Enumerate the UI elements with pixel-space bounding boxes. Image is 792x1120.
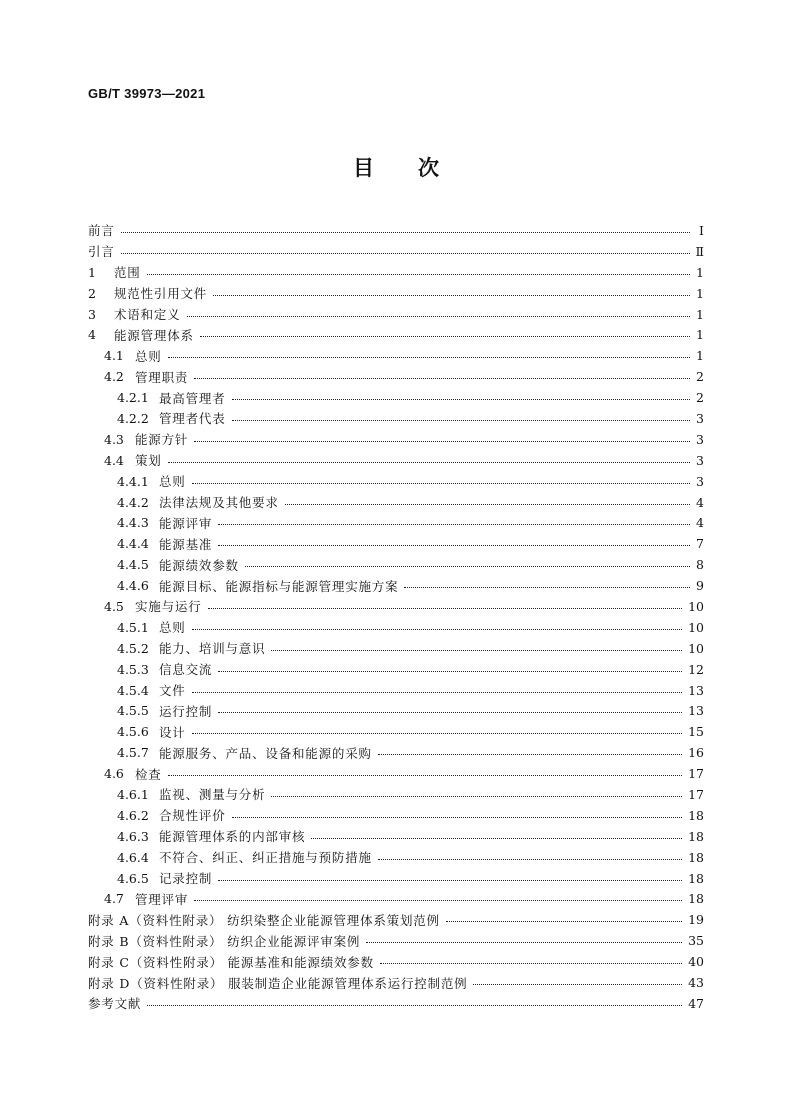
page-title: 目次 [353, 155, 483, 180]
toc-entry[interactable] [88, 638, 704, 659]
toc-entry-page: 1 [696, 306, 704, 322]
dot-leader [378, 847, 682, 860]
toc-entry-page: 2 [696, 390, 704, 406]
toc-entry[interactable] [88, 993, 704, 1014]
toc-entry-number: 4.2.2 [117, 410, 149, 426]
toc-entry-label: 能源管理体系的内部审核 [159, 829, 306, 845]
toc-entry-label: 能源基准 [159, 536, 213, 552]
toc-entry-label: 附录 A（资料性附录） 纺织染整企业能源管理体系策划范例 [88, 912, 440, 928]
toc-entry-number: 4.3 [104, 431, 124, 447]
toc-entry-number: 4.4.1 [117, 473, 149, 489]
toc-entry-label: 附录 B（资料性附录） 纺织企业能源评审案例 [88, 933, 361, 949]
dot-leader [121, 220, 690, 233]
toc-entry-number: 4.5.4 [117, 682, 149, 698]
toc-entry-page: 18 [688, 870, 704, 886]
toc-entry-label: 能源管理体系 [114, 327, 194, 343]
toc-entry[interactable] [88, 450, 704, 471]
toc-entry-label: 管理职责 [135, 369, 189, 385]
toc-entry-page: 4 [696, 515, 704, 531]
dot-leader [192, 471, 690, 484]
toc-entry-number: 4.5 [104, 598, 124, 614]
dot-leader [311, 826, 682, 839]
toc-entry-number: 4 [88, 327, 96, 343]
toc-entry-label: 总则 [159, 474, 186, 490]
toc-entry-page: 16 [688, 745, 704, 761]
table-of-contents [88, 220, 704, 1014]
dot-leader [232, 408, 690, 421]
toc-entry-label: 引言 [88, 244, 115, 260]
toc-entry-label: 记录控制 [159, 871, 213, 887]
toc-entry-number: 4.5.5 [117, 703, 149, 719]
dot-leader [285, 492, 690, 505]
toc-entry-number: 4.4.2 [117, 494, 149, 510]
dot-leader [192, 617, 682, 630]
toc-entry-page: 47 [688, 995, 704, 1011]
toc-entry[interactable] [88, 471, 704, 492]
toc-entry-page: 1 [696, 285, 704, 301]
toc-entry-page: 1 [696, 264, 704, 280]
toc-entry-page: Ⅱ [695, 243, 704, 259]
dot-leader [218, 659, 682, 672]
toc-entry[interactable] [88, 512, 704, 533]
toc-entry-number: 4.4.3 [117, 515, 149, 531]
dot-leader [194, 366, 690, 379]
toc-entry-label: 监视、测量与分析 [159, 787, 266, 803]
toc-entry-number: 4.5.6 [117, 724, 149, 740]
toc-entry[interactable] [88, 909, 704, 930]
toc-entry[interactable] [88, 930, 704, 951]
toc-entry-number: 4.6 [104, 766, 124, 782]
toc-entry[interactable] [88, 972, 704, 993]
toc-entry-number: 4.5.2 [117, 640, 149, 656]
dot-leader [218, 512, 690, 525]
dot-leader [218, 700, 682, 713]
toc-entry[interactable] [88, 429, 704, 450]
toc-entry-label: 最高管理者 [159, 390, 226, 406]
toc-entry[interactable] [88, 387, 704, 408]
toc-entry[interactable] [88, 826, 704, 847]
toc-entry-number: 4.2.1 [117, 390, 149, 406]
toc-entry[interactable] [88, 533, 704, 554]
toc-entry-page: 10 [688, 598, 704, 614]
dot-leader [168, 763, 682, 776]
toc-entry-page: 18 [688, 807, 704, 823]
toc-entry[interactable] [88, 283, 704, 304]
toc-entry-number: 4.4.6 [117, 578, 149, 594]
toc-entry-label: 文件 [159, 683, 186, 699]
toc-entry-page: 9 [696, 578, 704, 594]
toc-entry-label: 管理评审 [135, 891, 189, 907]
toc-entry-page: 3 [696, 452, 704, 468]
toc-entry-page: 18 [688, 891, 704, 907]
toc-entry-label: 前言 [88, 223, 115, 239]
toc-entry-number: 4.5.3 [117, 661, 149, 677]
toc-entry[interactable] [88, 951, 704, 972]
toc-entry-page: 1 [696, 348, 704, 364]
toc-entry-label: 不符合、纠正、纠正措施与预防措施 [159, 850, 372, 866]
dot-leader [232, 805, 683, 818]
toc-entry-page: 7 [696, 536, 704, 552]
dot-leader [232, 387, 690, 400]
dot-leader [271, 784, 682, 797]
dot-leader [218, 868, 682, 881]
toc-entry-page: 3 [696, 410, 704, 426]
toc-entry-page: 8 [696, 557, 704, 573]
toc-entry-label: 附录 C（资料性附录） 能源基准和能源绩效参数 [88, 954, 374, 970]
dot-leader [218, 533, 690, 546]
toc-entry-label: 能源目标、能源指标与能源管理实施方案 [159, 578, 399, 594]
toc-entry-page: 18 [688, 828, 704, 844]
toc-entry-label: 管理者代表 [159, 411, 226, 427]
toc-entry[interactable] [88, 700, 704, 721]
toc-entry-page: 3 [696, 473, 704, 489]
toc-entry-label: 合规性评价 [159, 808, 226, 824]
toc-entry-label: 附录 D（资料性附录） 服装制造企业能源管理体系运行控制范例 [88, 975, 468, 991]
toc-entry[interactable] [88, 366, 704, 387]
dot-leader [446, 909, 682, 922]
toc-entry[interactable] [88, 575, 704, 596]
toc-entry-number: 1 [88, 264, 96, 280]
toc-entry[interactable] [88, 262, 704, 283]
dot-leader [147, 993, 682, 1006]
toc-entry[interactable] [88, 784, 704, 805]
toc-entry-label: 术语和定义 [114, 307, 181, 322]
toc-entry-number: 4.6.1 [117, 786, 149, 802]
toc-entry-page: 13 [688, 703, 704, 719]
toc-entry-number: 4.5.1 [117, 619, 149, 635]
toc-entry[interactable] [88, 241, 704, 262]
toc-entry-page: 1 [696, 327, 704, 343]
toc-entry-number: 3 [88, 306, 96, 322]
toc-entry-page: 13 [688, 682, 704, 698]
dot-leader [404, 575, 690, 588]
toc-entry[interactable] [88, 889, 704, 910]
toc-entry-label: 策划 [135, 453, 162, 469]
toc-entry-page: 15 [688, 724, 704, 740]
toc-entry-number: 4.4 [104, 452, 124, 468]
toc-entry-number: 4.1 [104, 348, 124, 364]
standard-number: GB/T 39973—2021 [88, 86, 206, 101]
toc-entry[interactable] [88, 868, 704, 889]
dot-leader [194, 429, 690, 442]
dot-leader [208, 596, 683, 609]
toc-entry-number: 4.6.3 [117, 828, 149, 844]
toc-entry-label: 能源绩效参数 [159, 557, 239, 573]
toc-entry-label: 实施与运行 [135, 599, 202, 615]
dot-leader [121, 241, 690, 254]
toc-entry-number: 4.7 [104, 891, 124, 907]
toc-entry[interactable] [88, 805, 704, 826]
dot-leader [192, 680, 682, 693]
toc-entry[interactable] [88, 659, 704, 680]
toc-entry-label: 信息交流 [159, 662, 213, 678]
dot-leader [200, 324, 690, 337]
toc-entry[interactable] [88, 617, 704, 638]
toc-entry-number: 4.4.4 [117, 536, 149, 552]
dot-leader [245, 554, 690, 567]
toc-entry[interactable] [88, 596, 704, 617]
toc-entry-label: 范围 [114, 265, 141, 281]
toc-entry-number: 4.6.5 [117, 870, 149, 886]
toc-entry-number: 4.2 [104, 369, 124, 385]
dot-leader [192, 721, 682, 734]
toc-entry[interactable] [88, 554, 704, 575]
toc-entry-page: 17 [688, 766, 704, 782]
toc-entry-label: 总则 [159, 620, 186, 636]
dot-leader [366, 930, 682, 943]
toc-entry-page: 10 [688, 619, 704, 635]
dot-leader [271, 638, 682, 651]
toc-entry-label: 法律法规及其他要求 [159, 495, 279, 511]
toc-entry[interactable] [88, 721, 704, 742]
toc-entry-label: 能源方针 [135, 432, 189, 448]
dot-leader [147, 262, 690, 275]
toc-entry[interactable] [88, 220, 704, 241]
toc-entry[interactable] [88, 763, 704, 784]
dot-leader [378, 742, 682, 755]
dot-leader [168, 450, 690, 463]
toc-entry-label: 检查 [135, 766, 162, 782]
toc-entry-number: 4.4.5 [117, 557, 149, 573]
toc-entry-number: 4.6.2 [117, 807, 149, 823]
toc-entry-page: Ⅰ [699, 222, 704, 238]
toc-entry-label: 运行控制 [159, 703, 213, 719]
toc-entry-number: 2 [88, 285, 96, 301]
toc-entry[interactable] [88, 680, 704, 701]
dot-leader [187, 304, 690, 317]
dot-leader [168, 345, 690, 358]
toc-entry-label: 总则 [135, 348, 162, 364]
toc-entry-label: 规范性引用文件 [114, 286, 208, 302]
toc-entry-page: 10 [688, 640, 704, 656]
toc-entry-page: 2 [696, 369, 704, 385]
toc-entry-label: 参考文献 [88, 996, 142, 1012]
toc-entry-page: 40 [688, 954, 704, 970]
toc-entry-page: 17 [688, 786, 704, 802]
toc-entry[interactable] [88, 847, 704, 868]
dot-leader [380, 951, 682, 964]
toc-entry-label: 能源评审 [159, 515, 213, 531]
toc-entry[interactable] [88, 742, 704, 763]
toc-entry-page: 35 [688, 933, 704, 949]
toc-entry-label: 能源服务、产品、设备和能源的采购 [159, 745, 372, 761]
toc-entry[interactable] [88, 492, 704, 513]
toc-entry-page: 3 [696, 431, 704, 447]
toc-entry[interactable] [88, 304, 704, 325]
toc-entry-number: 4.6.4 [117, 849, 149, 865]
dot-leader [473, 972, 682, 985]
dot-leader [213, 283, 690, 296]
dot-leader [194, 888, 682, 901]
toc-entry[interactable] [88, 408, 704, 429]
toc-entry-page: 4 [696, 494, 704, 510]
toc-entry-label: 设计 [159, 724, 186, 740]
toc-entry[interactable] [88, 324, 704, 345]
toc-entry-number: 4.5.7 [117, 745, 149, 761]
toc-entry-page: 43 [688, 975, 704, 990]
toc-entry-label: 能力、培训与意识 [159, 641, 266, 657]
toc-entry-page: 19 [688, 912, 704, 928]
toc-entry-page: 18 [688, 849, 704, 865]
toc-entry[interactable] [88, 345, 704, 366]
toc-entry-page: 12 [688, 661, 704, 677]
